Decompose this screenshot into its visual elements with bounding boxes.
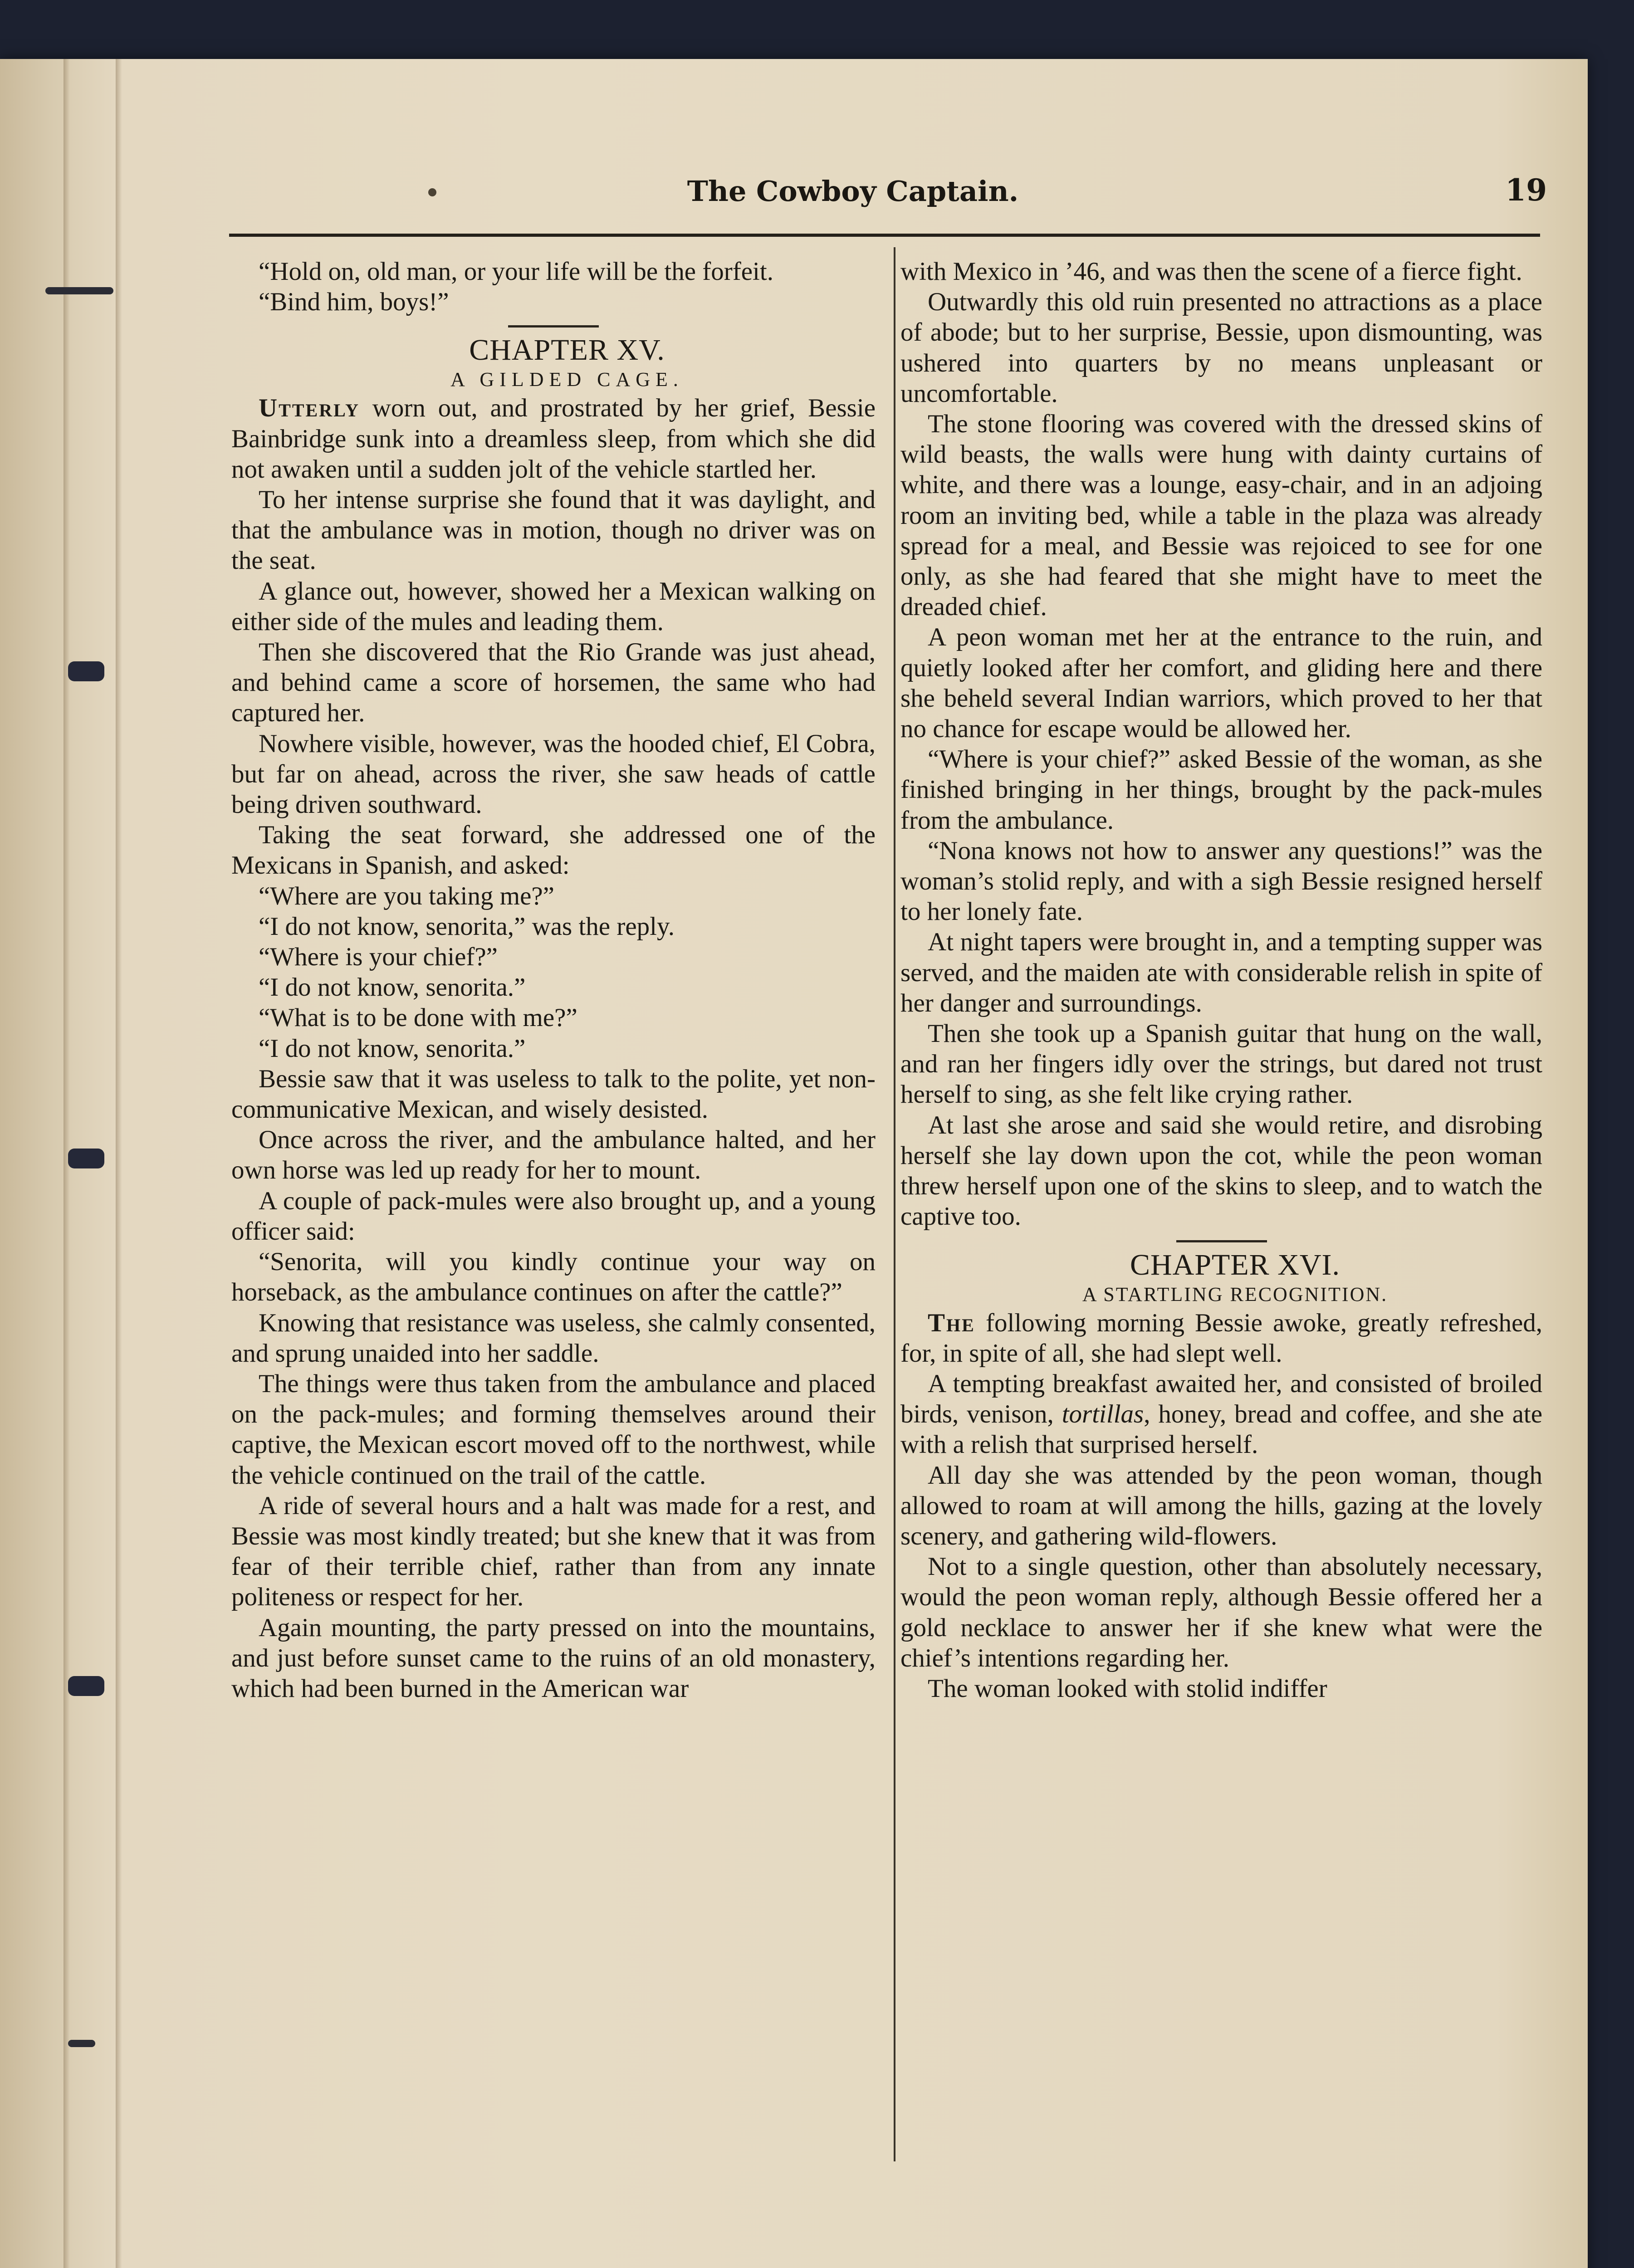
paragraph: “Nona knows not how to answer any questions!” was the woman’s stolid reply, and with a sigh Bessie resigned herself to her lonely fate.	[900, 836, 1542, 926]
paragraph: “Senorita, will you kindly continue your way on horseback, as the ambulance continues on after the cattle?”	[231, 1247, 876, 1307]
paragraph: The stone flooring was covered with the dressed skins of wild beasts, the walls were hung with dainty curtains of white, and there was a lounge, easy-chair, and in an adjoing room an inviting bed, while a table in the plaza was already spread for a meal, and Bessie was rejoiced to see for one only, as she had feared that she might have to meet the dreaded chief.	[900, 410, 1542, 621]
paragraph: A couple of pack-mules were also brought up, and a young officer said:	[231, 1186, 876, 1246]
paragraph: A ride of several hours and a halt was made for a rest, and Bessie was most kindly treated; but she knew that it was from fear of their terrible chief, rather than from any innate politeness or respect for her.	[231, 1491, 876, 1612]
dialogue-line: “I do not know, senorita,” was the reply.	[259, 912, 675, 941]
chapter-title: CHAPTER XV.	[469, 333, 665, 367]
chapter-subtitle: A STARTLING RECOGNITION.	[1082, 1283, 1388, 1305]
paragraph-text: , honey, bread and coffee, and she ate with a relish that surprised herself.	[900, 1400, 1542, 1459]
lead-word: Utterly	[259, 394, 360, 423]
paragraph: At last she arose and said she would retire, and disrobing herself she lay down upon the cot, while the peon woman threw herself upon one of the skins to sleep, and to watch the captive too.	[900, 1110, 1542, 1231]
paragraph: The things were thus taken from the ambulance and placed on the pack-mules; and forming themselves around their captive, the Mexican escort moved off to the northwest, while the vehicle continued on the trail of the cattle.	[231, 1369, 876, 1490]
paragraph	[900, 1308, 1542, 1369]
paragraph-text: following morning Bessie awoke, greatly refreshed, for, in spite of all, she had slept well.	[900, 1308, 1542, 1368]
header-ornament	[428, 188, 436, 196]
dialogue-line: “Where are you taking me?”	[259, 881, 554, 910]
left-column	[231, 256, 876, 1704]
binding-stitch	[68, 1149, 104, 1168]
paragraph: Knowing that resistance was useless, she calmly consented, and sprung unaided into her saddle.	[231, 1308, 876, 1368]
right-column	[900, 256, 1542, 1704]
chapter-rule	[508, 325, 599, 327]
paragraph-text: A tempting breakfast awaited her, and consisted of broiled birds, venison,	[900, 1369, 1542, 1429]
paragraph: Bessie saw that it was useless to talk to the polite, yet non-communicative Mexican, and wisely desisted.	[231, 1064, 876, 1124]
column-divider	[894, 247, 895, 2161]
paragraph: Then she took up a Spanish guitar that hung on the wall, and ran her fingers idly over the strings, but dared not trust herself to sing, as she felt like crying rather.	[900, 1019, 1542, 1109]
paragraph: A peon woman met her at the entrance to the ruin, and quietly looked after her comfort, and gliding here and there she beheld several Indian warriors, which proved to her that no chance for escape would be allowed her.	[900, 623, 1542, 743]
binding-stitch	[68, 661, 104, 681]
dialogue-line: “Where is your chief?”	[259, 943, 498, 972]
paragraph: with Mexico in ’46, and was then the scene of a fierce fight.	[900, 257, 1522, 286]
paragraph: “Hold on, old man, or your life will be the forfeit.	[259, 257, 773, 286]
paragraph: The woman looked with stolid indiffer	[928, 1674, 1327, 1703]
paragraph-text: worn out, and prostrated by her grief, Bessie Bainbridge sunk into a dreamless sleep, from which she did not awaken until a sudden jolt of the vehicle startled her.	[231, 394, 876, 484]
paragraph: Once across the river, and the ambulance halted, and her own horse was led up ready for her to mount.	[231, 1125, 876, 1185]
paragraph: Outwardly this old ruin presented no attractions as a place of abode; but to her surprise, Bessie, upon dismounting, was ushered into quarters by no means unpleasant or uncomfortable.	[900, 288, 1542, 408]
header-rule	[229, 234, 1540, 237]
dialogue-line: “What is to be done with me?”	[259, 1003, 577, 1032]
running-title: The Cowboy Captain.	[687, 175, 1019, 208]
paragraph: “Where is your chief?” asked Bessie of the woman, as she finished bringing in her things, brought by the pack-mules from the ambulance.	[900, 745, 1542, 835]
paragraph: Then she discovered that the Rio Grande was just ahead, and behind came a score of horsemen, the same who had captured her.	[231, 638, 876, 728]
paragraph: Nowhere visible, however, was the hooded chief, El Cobra, but far on ahead, across the river, she saw heads of cattle being driven southward.	[231, 729, 876, 819]
paragraph: At night tapers were brought in, and a tempting supper was served, and the maiden ate with considerable relish in spite of her danger and surroundings.	[900, 928, 1542, 1017]
lead-word: The	[928, 1308, 975, 1337]
chapter-subtitle: A GILDED CAGE.	[450, 368, 684, 391]
paragraph: A glance out, however, showed her a Mexican walking on either side of the mules and leading them.	[231, 577, 876, 636]
binding-stitch	[68, 2040, 95, 2047]
paragraph	[900, 1369, 1542, 1460]
dialogue-line: “I do not know, senorita.”	[259, 973, 526, 1002]
binding-gutter-inner	[116, 59, 122, 2268]
italic-word: tortillas	[1062, 1400, 1144, 1429]
paragraph: “Bind him, boys!”	[259, 288, 449, 317]
chapter-rule	[1176, 1240, 1267, 1242]
binding-stitch	[45, 287, 113, 294]
paragraph: Not to a single question, other than absolutely necessary, would the peon woman reply, although Bessie offered her a gold necklace to answer her if she knew what were the chief’s intentions regarding her.	[900, 1552, 1542, 1672]
dialogue-line: “I do not know, senorita.”	[259, 1034, 526, 1063]
paragraph: All day she was attended by the peon woman, though allowed to roam at will among the hills, gazing at the lovely scenery, and gathering wild-flowers.	[900, 1461, 1542, 1550]
paragraph: Again mounting, the party pressed on into the mountains, and just before sunset came to the ruins of an old monastery, which had been burned in the American war	[231, 1613, 876, 1703]
paragraph	[231, 393, 876, 484]
page-number: 19	[1505, 172, 1547, 208]
paragraph: Taking the seat forward, she addressed one of the Mexicans in Spanish, and asked:	[231, 821, 876, 880]
binding-stitch	[68, 1676, 104, 1696]
chapter-title: CHAPTER XVI.	[1130, 1248, 1340, 1281]
paragraph: To her intense surprise she found that it was daylight, and that the ambulance was in motion, though no driver was on the seat.	[231, 485, 876, 575]
